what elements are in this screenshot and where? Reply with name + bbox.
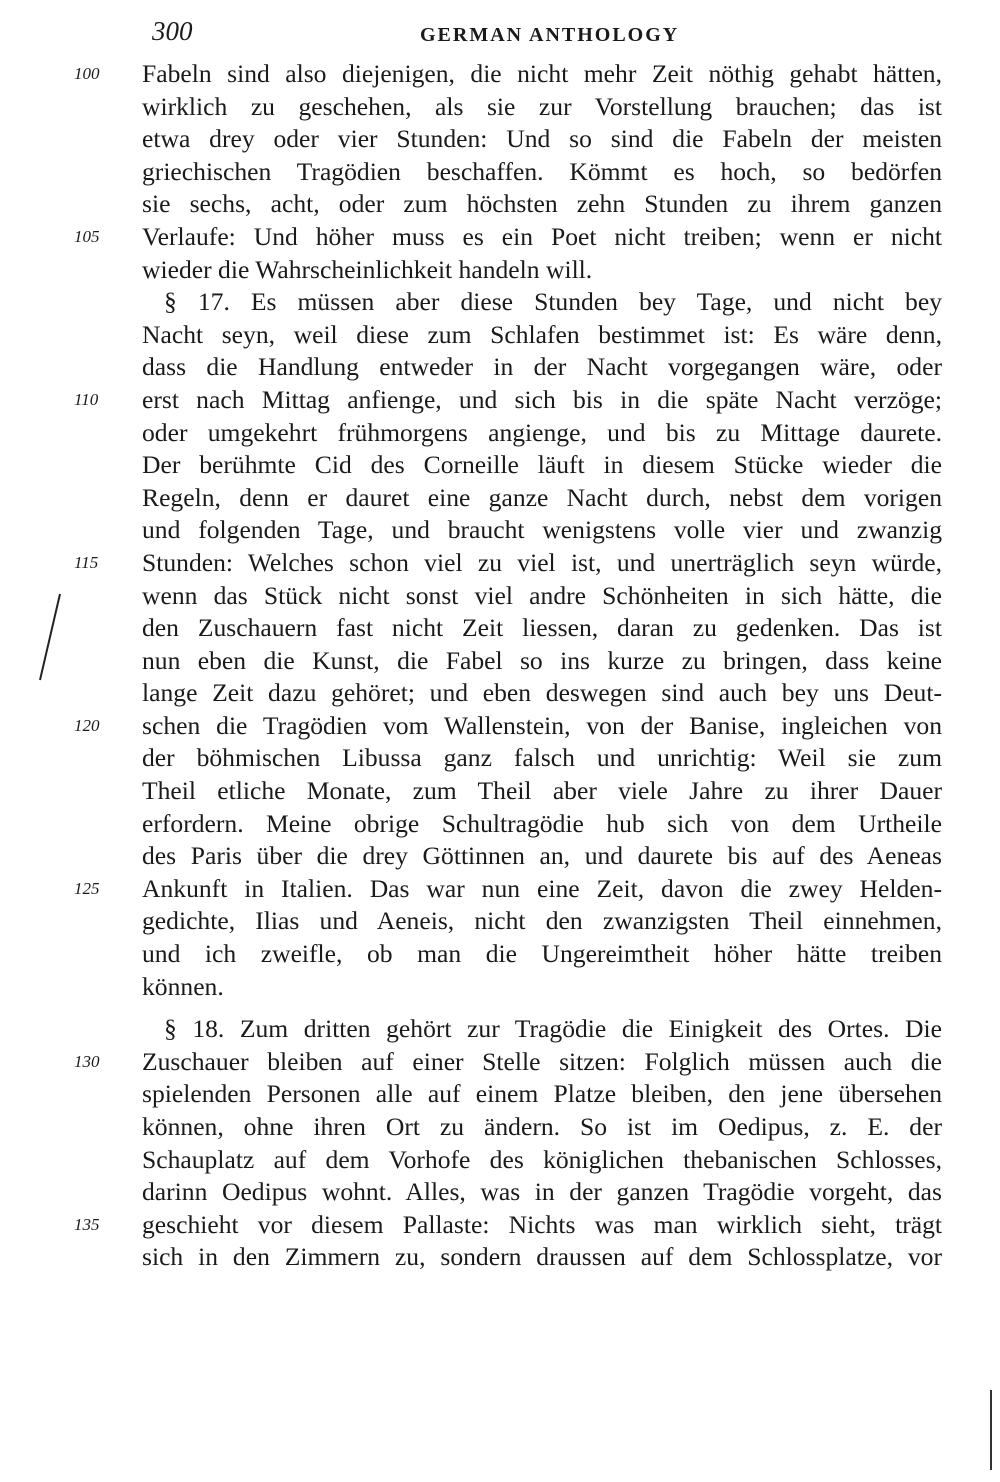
section-18-heading-line: § 18. Zum dritten gehört zur Tragödie die Einigkeit des Ortes. Die [164, 1014, 942, 1044]
body-text [74, 58, 942, 1274]
text-line: sich in den Zimmern zu, sondern draussen auf dem Schlossplatze, vor [142, 1242, 942, 1272]
text-line: lange Zeit dazu gehöret; und eben deswegen sind auch bey uns Deut- [142, 678, 942, 708]
line-number: 120 [74, 715, 100, 735]
line-number: 100 [74, 64, 100, 83]
text-line: griechischen Tragödien beschaffen. Kömmt es hoch, so bedörfen [142, 156, 942, 186]
text-line: den Zuschauern fast nicht Zeit liessen, daran zu gedenken. Das ist [142, 613, 942, 643]
margin-pencil-mark [36, 592, 64, 682]
text-line: wenn das Stück nicht sonst viel andre Schönheiten in sich hätte, die [142, 580, 942, 610]
text-line: 125 Ankunft in Italien. Das war nun eine Zeit, davon die zwey Helden- [142, 873, 942, 906]
line-number: 125 [74, 878, 100, 898]
text-line: wieder die Wahrscheinlichkeit handeln will. [142, 254, 593, 284]
text-line: des Paris über die drey Göttinnen an, und daurete bis auf des Aeneas [142, 841, 942, 871]
text-line: etwa drey oder vier Stunden: Und so sind die Fabeln der meisten [142, 124, 942, 154]
text-line: Nacht seyn, weil diese zum Schlafen bestimmet ist: Es wäre denn, [142, 319, 942, 349]
text-line: 100 Fabeln sind also diejenigen, die nicht mehr Zeit nöthig gehabt hätten, [142, 58, 942, 91]
text-line: 115 Stunden: Welches schon viel zu viel ist, und unerträglich seyn würde, [142, 547, 942, 580]
text-line: Regeln, denn er dauret eine ganze Nacht durch, nebst dem vorigen [142, 482, 942, 512]
text-line: gedichte, Ilias und Aeneis, nicht den zwanzigsten Theil einnehmen, [142, 906, 942, 936]
text-line: können, ohne ihren Ort zu ändern. So ist im Oedipus, z. E. der [142, 1112, 942, 1141]
text-line: Schauplatz auf dem Vorhofe des königlichen thebanischen Schlosses, [142, 1144, 942, 1174]
text-line: können. [142, 971, 224, 1001]
line-number: 115 [74, 552, 99, 572]
line-number: 105 [74, 226, 100, 246]
text-line: nun eben die Kunst, die Fabel so ins kurze zu bringen, dass keine [142, 645, 942, 675]
text-line: wirklich zu geschehen, als sie zur Vorstellung brauchen; das ist [142, 91, 942, 121]
text-line: oder umgekehrt frühmorgens angienge, und bis zu Mittage daurete. [142, 417, 942, 447]
text-line: Theil etliche Monate, zum Theil aber viele Jahre zu ihrer Dauer [142, 776, 942, 806]
text-line: 110 erst nach Mittag anfienge, und sich bis in die späte Nacht verzöge; [142, 384, 942, 417]
line-number: 130 [74, 1051, 100, 1071]
text-line: der böhmischen Libussa ganz falsch und unrichtig: Weil sie zum [142, 743, 942, 773]
text-line: 120 schen die Tragödien vom Wallenstein, von der Banise, ingleichen von [142, 710, 942, 743]
page-header [0, 14, 1000, 54]
text-line: 105 Verlaufe: Und höher muss es ein Poet nicht treiben; wenn er nicht [142, 221, 942, 254]
line-number: 135 [74, 1214, 100, 1234]
text-line: und ich zweifle, ob man die Ungereimtheit höher hätte treiben [142, 939, 942, 969]
section-17-heading-line: § 17. Es müssen aber diese Stunden bey Tage, und nicht bey [164, 287, 942, 317]
text-line: und folgenden Tage, und braucht wenigstens volle vier und zwanzig [142, 515, 942, 545]
text-line: spielenden Personen alle auf einem Platze bleiben, den jene übersehen [142, 1079, 942, 1109]
page-edge-shadow [990, 1390, 992, 1470]
text-line: darinn Oedipus wohnt. Alles, was in der ganzen Tragödie vorgeht, das [142, 1177, 942, 1207]
text-line: erfordern. Meine obrige Schultragödie hub sich von dem Urtheile [142, 808, 942, 838]
text-line: 130 Zuschauer bleiben auf einer Stelle sitzen: Folglich müssen auch die [142, 1046, 942, 1079]
text-line: 135 geschieht vor diesem Pallaste: Nichts was man wirklich sieht, trägt [142, 1209, 942, 1242]
running-title: GERMAN ANTHOLOGY [420, 24, 680, 46]
text-line: dass die Handlung entweder in der Nacht vorgegangen wäre, oder [142, 352, 942, 382]
page-number: 300 [152, 16, 193, 46]
line-number: 110 [74, 389, 99, 409]
text-line: Der berühmte Cid des Corneille läuft in diesem Stücke wieder die [142, 450, 942, 480]
text-line: sie sechs, acht, oder zum höchsten zehn Stunden zu ihrem ganzen [142, 189, 942, 219]
